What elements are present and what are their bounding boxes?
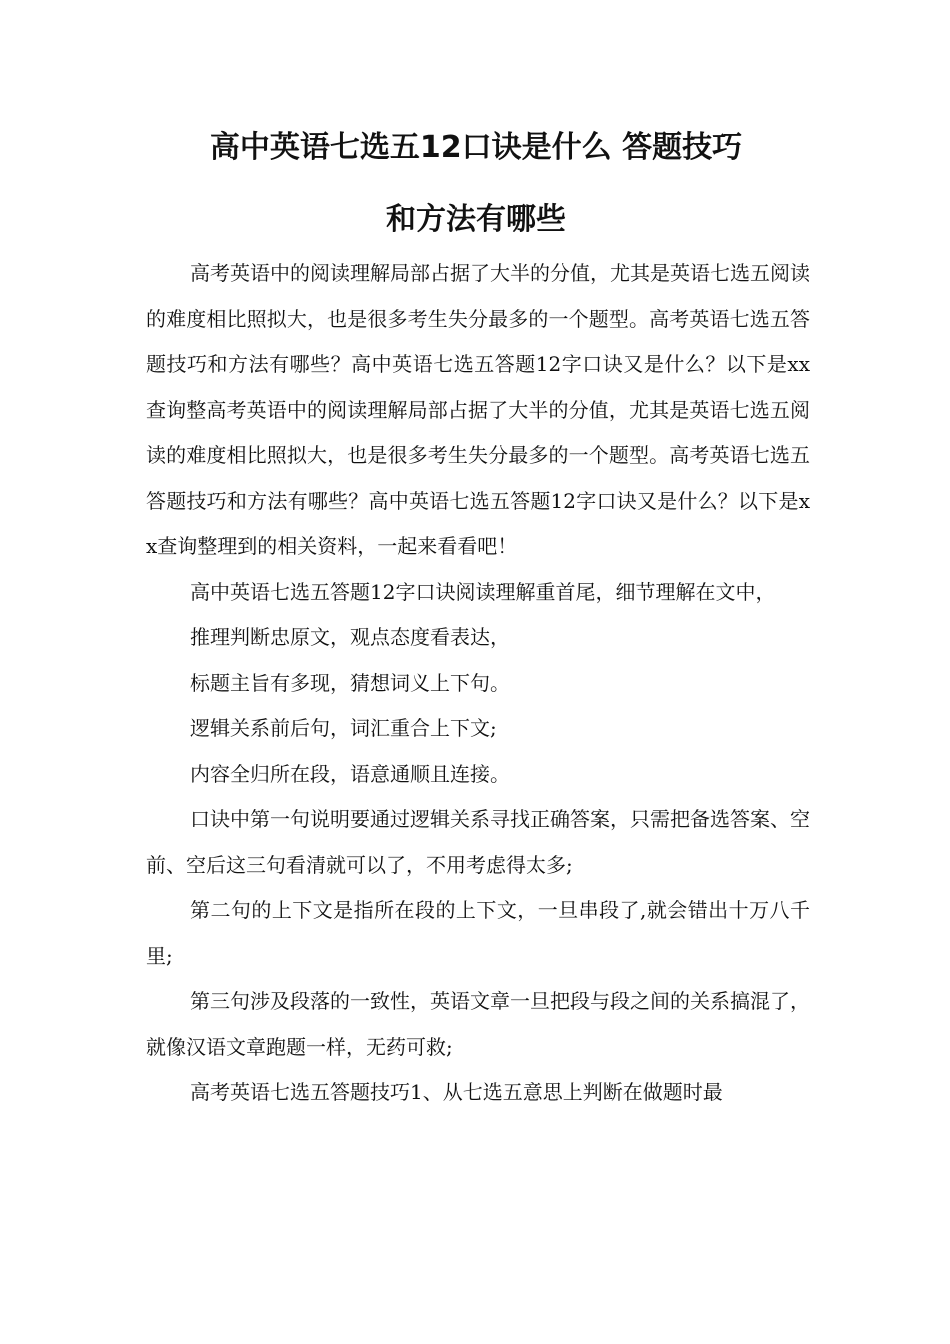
paragraph-mnemonic-2: 推理判断忠原文，观点态度看表达， — [190, 625, 510, 649]
paragraph-mnemonic-3: 标题主旨有多现，猜想词义上下句。 — [190, 670, 510, 695]
paragraph-mnemonic-1: 高中英语七选五答题12字口诀阅读理解重首尾，细节理解在文中， — [190, 579, 776, 604]
title-line-2: 和方法有哪些 — [386, 202, 566, 237]
paragraph-tips: 高考英语七选五答题技巧1、从七选五意思上判断在做题时最 — [190, 1080, 723, 1104]
paragraph-explain-2: 第二句的上下文是指所在段的上下文，一旦串段了,就会错出十万八千里; — [146, 898, 810, 968]
paragraph-mnemonic-5: 内容全归所在段，语意通顺且连接。 — [190, 761, 510, 786]
paragraph-explain-3: 第三句涉及段落的一致性，英语文章一旦把段与段之间的关系搞混了，就像汉语文章跑题一样，无药可救; — [146, 989, 810, 1059]
document-body — [146, 251, 810, 1116]
paragraph-explain-1: 口诀中第一句说明要通过逻辑关系寻找正确答案，只需把备选答案、空前、空后这三句看清就可以了，不用考虑得太多; — [146, 807, 810, 877]
paragraph-intro: 高考英语中的阅读理解局部占据了大半的分值，尤其是英语七选五阅读的难度相比照拟大，也是很多考生失分最多的一个题型。高考英语七选五答题技巧和方法有哪些？高中英语七选五答题12字口诀又是什么？以下是xx查询整高考英语中的阅读理解局部占据了大半的分值，尤其是英语七选五阅读的难度相比照拟大，也是很多考生失分最多的一个题型。高考英语七选五答题技巧和方法有哪些？高中英语七选五答题12字口诀又是什么？以下是xx查询整理到的相关资料，一起来看看吧！ — [146, 261, 810, 558]
document-title — [146, 112, 806, 256]
title-line-1: 高中英语七选五12口诀是什么 答题技巧 — [209, 130, 743, 165]
paragraph-mnemonic-4: 逻辑关系前后句，词汇重合上下文; — [190, 716, 497, 740]
